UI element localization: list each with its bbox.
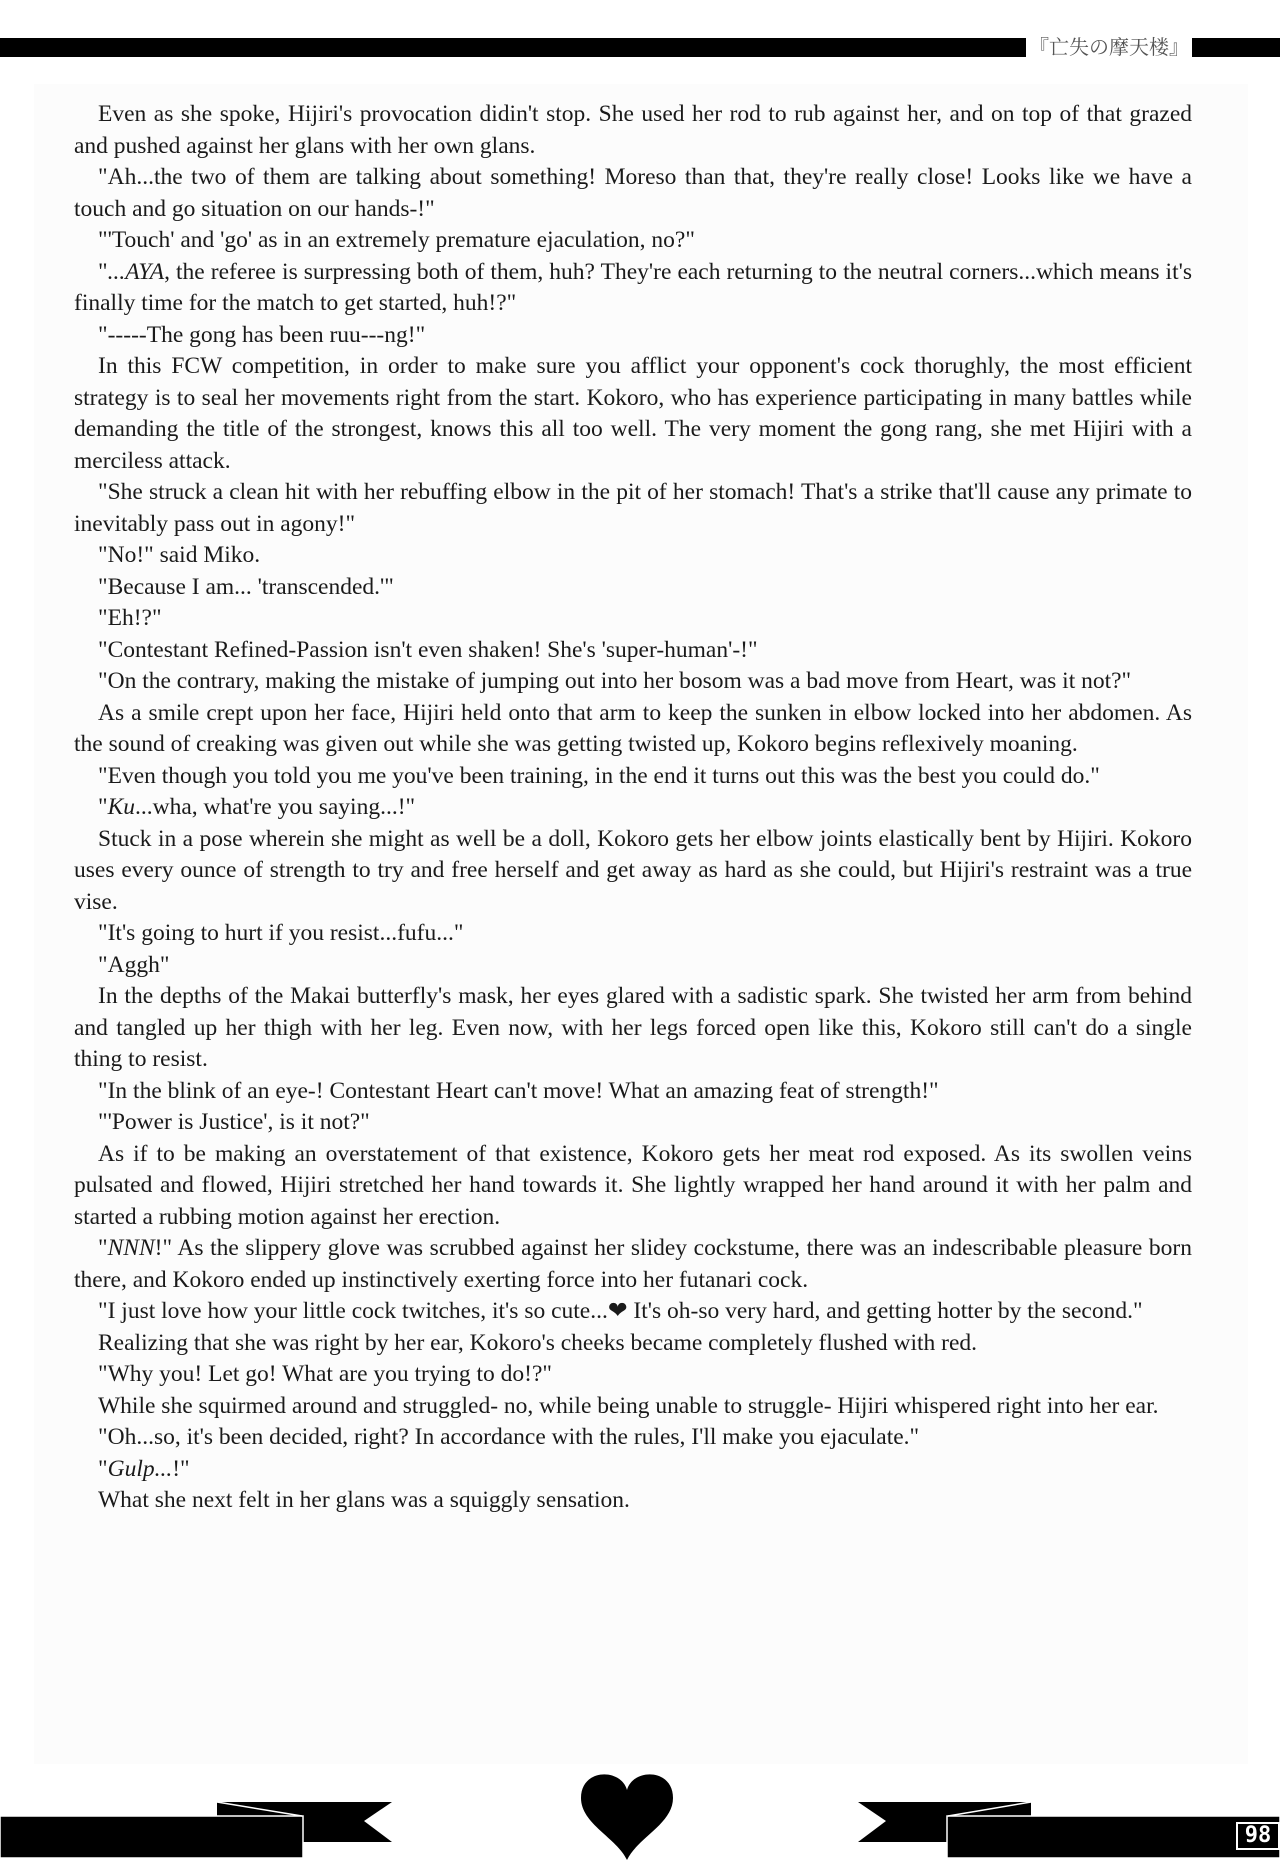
text-run: "On the contrary, making the mistake of jumping out into her bosom was a bad move from Heart, was it not?" [98,668,1132,694]
header-bar-left [0,38,1026,57]
text-run: "Ah...the two of them are talking about something! Moreso than that, they're really close! Looks like we have a touch and go situation on our hands-!" [74,164,1192,222]
paragraph [74,666,1192,698]
paragraph [74,1107,1192,1139]
text-run: While she squirmed around and struggled- no, while being unable to struggle- Hijiri whispered right into her ear. [98,1392,1159,1419]
text-run: " [98,794,108,820]
text-run: "Aggh" [98,951,170,978]
text-run: "It's going to hurt if you resist...fufu..." [98,920,464,946]
text-run: "Why you! Let go! What are you trying to do!?" [98,1361,553,1387]
text-run: "Even though you told you me you've been training, in the end it turns out this was the best you could do." [98,762,1100,789]
page-number: 98 [1236,1822,1280,1850]
header-bar-right [1192,38,1280,57]
paragraph [74,1296,1192,1328]
paragraph [74,792,1192,824]
text-run: "-----The gong has been ruu---ng!" [98,321,426,348]
paragraph [74,950,1192,982]
text-run: "I just love how your little cock twitches, it's so cute...❤ It's oh-so very hard, and getting hotter by the second." [98,1298,1143,1324]
text-run: "In the blink of an eye-! Contestant Heart can't move! What an amazing feat of strength!" [98,1077,939,1104]
paragraph [74,761,1192,793]
ribbon-band-right [947,1816,1280,1858]
text-run: " [98,258,108,285]
running-header [0,34,1280,61]
text-run: Realizing that she was right by her ear, Kokoro's cheeks became completely flushed with red. [98,1329,978,1356]
paragraph [74,1328,1192,1360]
text-run: "She struck a clean hit with her rebuffing elbow in the pit of her stomach! That's a strike that'll cause any primate to inevitably pass out in agony!" [74,479,1192,537]
paragraph [74,162,1192,225]
text-run: !" As the slippery glove was scrubbed against her slidey cockstume, there was an indescribable pleasure born there, and Kokoro ended up instinctively exerting force into her futanari cock. [74,1235,1192,1293]
paragraph [74,1422,1192,1454]
heart-icon [576,1772,678,1860]
text-run: In this FCW competition, in order to make sure you afflict your opponent's cock thorughly, the most efficient strategy is to seal her movements right from the start. Kokoro, who has experience participating in many battles while demanding the title of the strongest, knows this all too well. The very moment the gong rang, she met Hijiri with a merciless attack. [74,353,1192,474]
text-run: Even as she spoke, Hijiri's provocation didin't stop. She used her rod to rub against her, and on top of that grazed and pushed against her glans with her own glans. [74,101,1192,159]
paragraph [74,603,1192,635]
text-run: "'Touch' and 'go' as in an extremely premature ejaculation, no?" [98,227,695,253]
paragraph [74,1233,1192,1296]
text-run: As a smile crept upon her face, Hijiri held onto that arm to keep the sunken in elbow locked into her abdomen. As the sound of creaking was given out while she was getting twisted up, Kokoro begins reflexively moaning. [74,699,1192,757]
paragraph [74,1359,1192,1391]
text-run: " [98,1455,108,1482]
paragraph [74,1139,1192,1234]
text-run: Stuck in a pose wherein she might as well be a doll, Kokoro gets her elbow joints elastically bent by Hijiri. Kokoro uses every ounce of strength to try and free herself and get away as hard as she could, but Hijiri's restraint was a true vise. [74,825,1192,915]
text-run: "No!" said Miko. [98,542,261,568]
paragraph [74,320,1192,352]
ribbon-band-left [0,1816,303,1858]
text-run: !" [172,1455,190,1482]
text-run: What she next felt in her glans was a squiggly sensation. [98,1487,630,1513]
paragraph [74,1485,1192,1517]
paragraph [74,572,1192,604]
paragraph [74,351,1192,477]
text-run: As if to be making an overstatement of that existence, Kokoro gets her meat rod exposed. As its swollen veins pulsated and flowed, Hijiri stretched her hand towards it. She lightly wrapped her hand around it with her palm and started a rubbing motion against her erection. [74,1140,1192,1230]
paragraph [74,1391,1192,1423]
paragraph [74,257,1192,320]
text-run: "'Power is Justice', is it not?" [98,1109,370,1135]
running-title: 『亡失の摩天楼』 [1026,34,1192,61]
paragraph [74,635,1192,667]
italic-text: Gulp... [107,1455,173,1482]
text-run: "Eh!?" [98,605,162,631]
paragraph [74,824,1192,919]
text-run: " [98,1235,108,1261]
text-run: "Oh...so, it's been decided, right? In accordance with the rules, I'll make you ejaculate." [98,1424,920,1450]
text-run: In the depths of the Makai butterfly's mask, her eyes glared with a sadistic spark. She twisted her arm from behind and tangled up her thigh with her leg. Even now, with her legs forced open like this, Kokoro still can't do a single thing to resist. [74,983,1192,1072]
body-text [74,99,1192,1517]
paragraph [74,1454,1192,1486]
text-run: "Because I am... 'transcended.'" [98,573,394,600]
italic-text: NNN [107,1235,155,1261]
paragraph [74,540,1192,572]
italic-text: ...AYA [107,258,165,285]
text-run: "Contestant Refined-Passion isn't even shaken! She's 'super-human'-!" [98,636,758,663]
paragraph [74,225,1192,257]
paragraph [74,99,1192,162]
paragraph [74,698,1192,761]
paragraph [74,981,1192,1076]
paragraph [74,918,1192,950]
text-run: ...wha, what're you saying...!" [135,794,416,820]
text-run: , the referee is surpressing both of them, huh? They're each returning to the neutral corners...which means it's finally time for the match to get started, huh!?" [74,258,1192,316]
paragraph [74,1076,1192,1108]
paragraph [74,477,1192,540]
italic-text: Ku [107,794,136,820]
